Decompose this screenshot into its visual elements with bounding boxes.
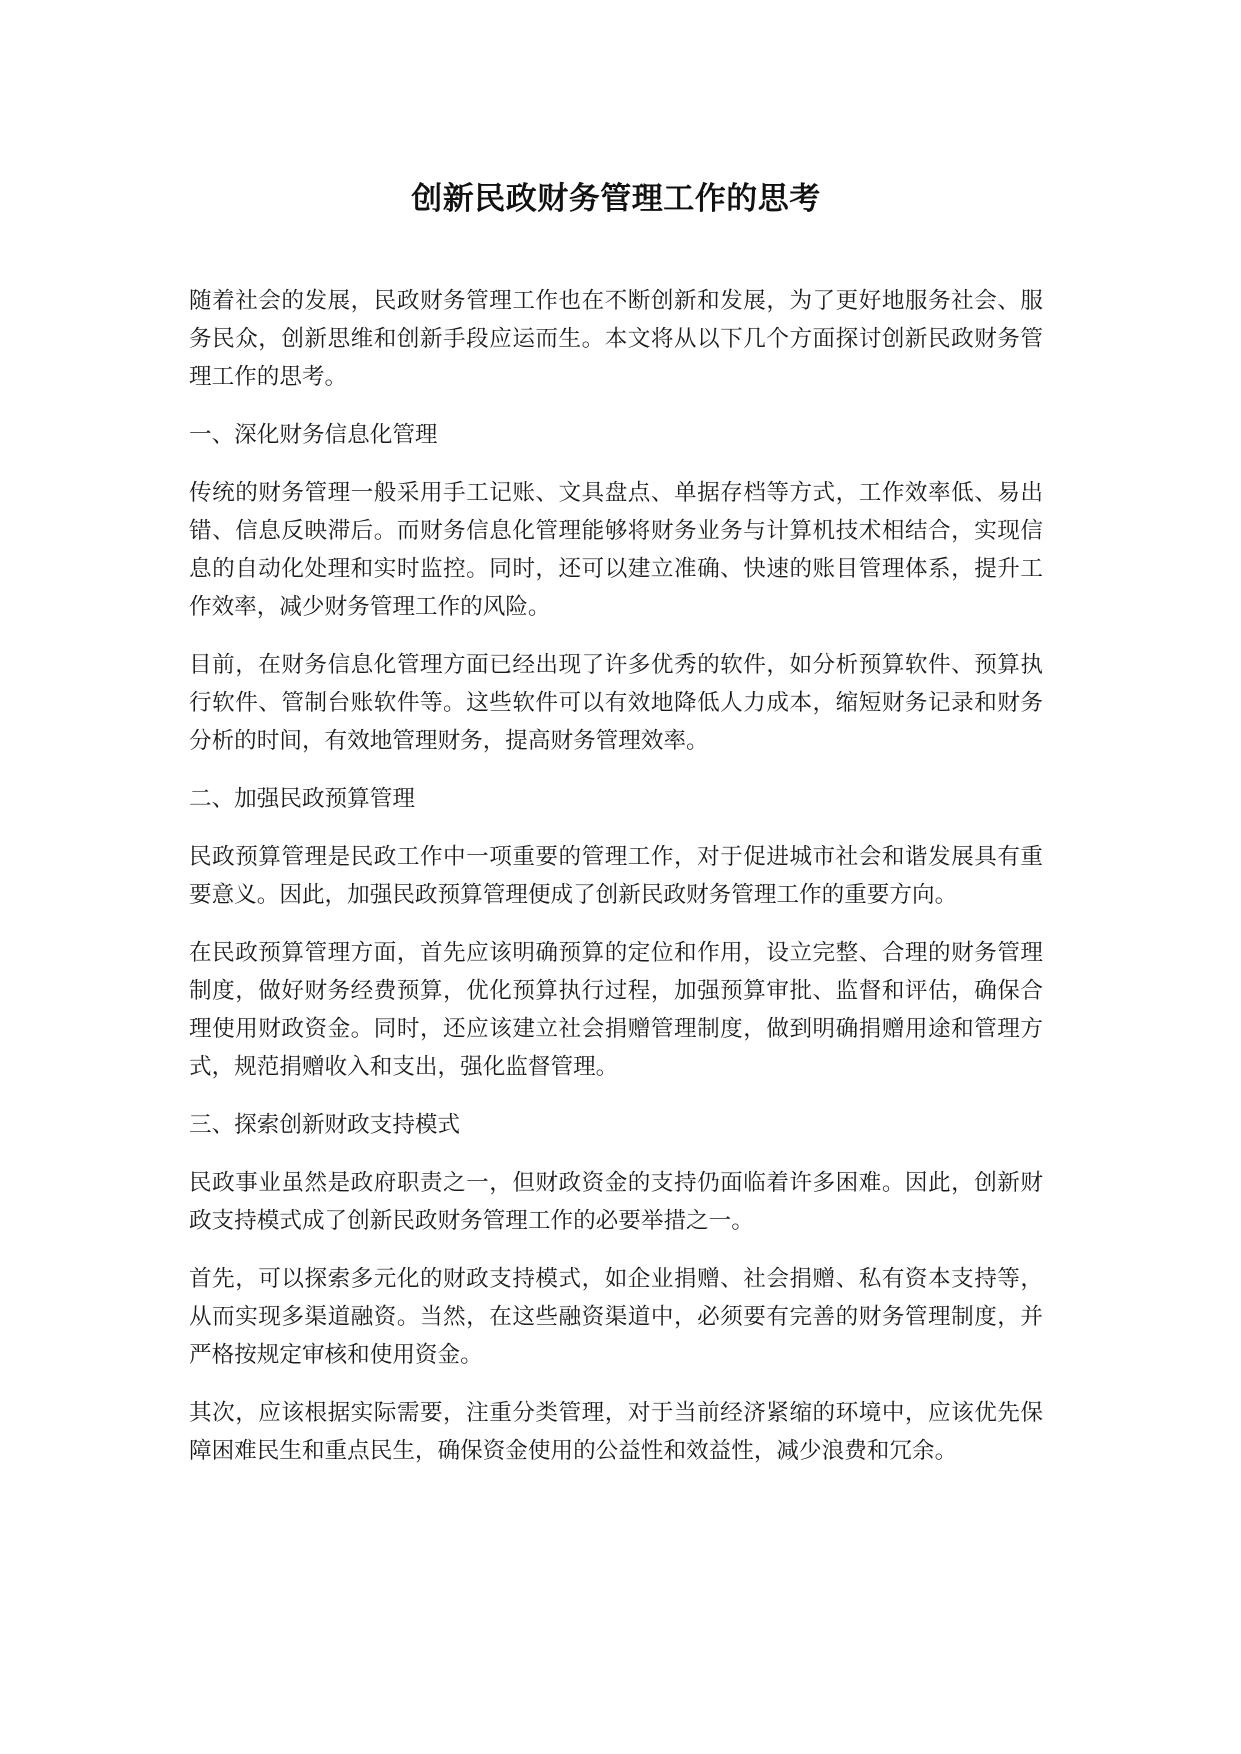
section-heading-3: 三、探索创新财政支持模式 — [189, 1112, 461, 1138]
section-1-paragraph-1: 传统的财务管理一般采用手工记账、文具盘点、单据存档等方式，工作效率低、易出错、信息反映滞后。而财务信息化管理能够将财务业务与计算机技术相结合，实现信息的自动化处理和实时监控。同时，还可以建立准确、快速的账目管理体系，提升工作效率，减少财务管理工作的风险。 — [189, 480, 1043, 620]
section-1-paragraph-2: 目前，在财务信息化管理方面已经出现了许多优秀的软件，如分析预算软件、预算执行软件、管制台账软件等。这些软件可以有效地降低人力成本，缩短财务记录和财务分析的时间，有效地管理财务，提高财务管理效率。 — [189, 652, 1043, 754]
intro-paragraph: 随着社会的发展，民政财务管理工作也在不断创新和发展，为了更好地服务社会、服务民众，创新思维和创新手段应运而生。本文将从以下几个方面探讨创新民政财务管理工作的思考。 — [189, 288, 1043, 390]
section-3-paragraph-2: 首先，可以探索多元化的财政支持模式，如企业捐赠、社会捐赠、私有资本支持等，从而实现多渠道融资。当然，在这些融资渠道中，必须要有完善的财务管理制度，并严格按规定审核和使用资金。 — [189, 1266, 1043, 1368]
section-heading-1: 一、深化财务信息化管理 — [189, 422, 438, 448]
section-3-paragraph-1: 民政事业虽然是政府职责之一，但财政资金的支持仍面临着许多困难。因此，创新财政支持模式成了创新民政财务管理工作的必要举措之一。 — [189, 1170, 1043, 1234]
section-heading-2: 二、加强民政预算管理 — [189, 786, 415, 812]
document-body — [189, 282, 1043, 1490]
section-2-paragraph-1: 民政预算管理是民政工作中一项重要的管理工作，对于促进城市社会和谐发展具有重要意义。因此，加强民政预算管理便成了创新民政财务管理工作的重要方向。 — [189, 844, 1043, 908]
section-2-paragraph-2: 在民政预算管理方面，首先应该明确预算的定位和作用，设立完整、合理的财务管理制度，做好财务经费预算，优化预算执行过程，加强预算审批、监督和评估，确保合理使用财政资金。同时，还应该建立社会捐赠管理制度，做到明确捐赠用途和管理方式，规范捐赠收入和支出，强化监督管理。 — [189, 940, 1043, 1080]
section-3-paragraph-3: 其次，应该根据实际需要，注重分类管理，对于当前经济紧缩的环境中，应该优先保障困难民生和重点民生，确保资金使用的公益性和效益性，减少浪费和冗余。 — [189, 1400, 1043, 1464]
document-title: 创新民政财务管理工作的思考 — [411, 181, 821, 217]
